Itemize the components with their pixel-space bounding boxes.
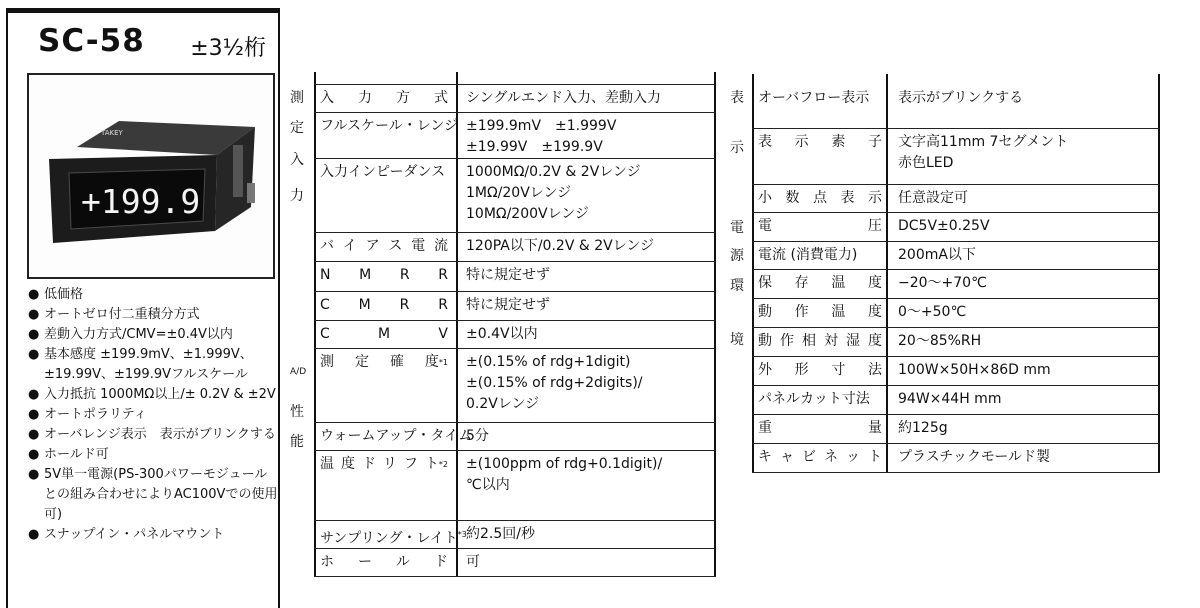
row-divider [752, 212, 1160, 213]
spec-label [758, 331, 882, 352]
spec-value: 文字高11mm 7セグメント [898, 134, 1069, 150]
spec-value: 表示がブリンクする [898, 90, 1024, 106]
spec-value: ±(0.15% of rdg+1digit) [466, 354, 631, 370]
feature-text: スナップイン・パネルマウント [44, 527, 225, 542]
bullet-icon: ● [28, 387, 40, 402]
row-divider [752, 414, 1160, 415]
category-char-measure-input: 定 [290, 120, 304, 136]
spec-value: ±(100ppm of rdg+0.1digit)/ [466, 456, 663, 472]
spec-label-text: ウォームアップ・タイム [320, 428, 473, 444]
category-char-measure-input: 力 [290, 188, 304, 204]
row-divider [752, 241, 1160, 242]
spec-value: 約125g [898, 420, 948, 436]
bullet-icon: ● [28, 287, 40, 302]
row-divider [752, 327, 1160, 328]
spec-label-text: 重 量 [758, 420, 882, 436]
spec-label-text: 電 圧 [758, 218, 882, 234]
spec-label-text: バ イ ア ス 電 流 [320, 238, 448, 254]
feature-text: 差動入力方式/CMV=±0.4V以内 [44, 327, 233, 342]
bullet-icon: ● [28, 467, 40, 482]
spec-label-text: 温 度 ド リ フ ト [320, 456, 439, 472]
feature-text: 基本感度 ±199.9mV、±1.999V、±19.99V、±199.9Vフルスケール [44, 347, 253, 382]
spec-label [758, 188, 882, 209]
spec-value: 94W×44H mm [898, 391, 1002, 407]
category-char-measure-input: 測 [290, 90, 304, 106]
category-char-ad-performance: 能 [290, 434, 304, 450]
spec-label-text: フルスケール・レンジ [320, 118, 459, 134]
spec-label [758, 360, 882, 381]
row-divider [752, 385, 1160, 386]
bullet-icon: ● [28, 527, 40, 542]
bullet-icon: ● [28, 407, 40, 422]
spec-value: 1MΩ/20Vレンジ [466, 185, 572, 201]
feature-text: 5V単一電源(PS-300パワーモジュールとの組み合わせによりAC100Vでの使用可) [44, 467, 278, 522]
feature-text: 入力抵抗 1000MΩ以上/± 0.2V & ±2V [44, 387, 276, 402]
spec-label [758, 302, 882, 323]
row-divider [752, 269, 1160, 270]
spec-label-text: N M R R [320, 267, 448, 283]
spec-label [758, 273, 882, 294]
footnote-mark: *2 [438, 460, 448, 469]
feature-text: オートポラリティ [44, 407, 147, 422]
spec-label [758, 216, 882, 237]
spec-label-text: ホ ー ル ド [320, 554, 448, 570]
footnote-mark: *1 [438, 358, 448, 367]
spec-value: 100W×50H×86D mm [898, 362, 1051, 378]
spec-value: 赤色LED [898, 155, 954, 171]
spec-value: 可 [466, 554, 480, 570]
spec-value: 特に規定せず [466, 297, 550, 313]
category-char-display: 示 [730, 140, 744, 156]
spec-value: 200mA以下 [898, 247, 976, 263]
spec-value: プラスチックモールド製 [898, 449, 1051, 465]
spec-label [758, 418, 882, 439]
category-char-display: 表 [730, 90, 744, 106]
spec-label-text: サンプリング・レイト [320, 530, 458, 547]
category-char-measure-input: 入 [290, 152, 304, 168]
spec-label [758, 245, 882, 266]
spec-value: ℃以内 [466, 477, 510, 493]
category-char-power: 電 [730, 220, 744, 236]
bullet-icon: ● [28, 427, 40, 442]
spec-label-text: 動 作 相 対 湿 度 [758, 333, 882, 349]
bullet-icon: ● [28, 447, 40, 462]
row-divider [752, 128, 1160, 129]
spec-value: ±0.4V以内 [466, 326, 538, 342]
bullet-icon: ● [28, 347, 40, 362]
category-char-environment: 境 [730, 332, 744, 348]
spec-value: 10MΩ/200Vレンジ [466, 206, 589, 222]
spec-label-text: キ ャ ビ ネ ッ ト [758, 449, 882, 465]
spec-label [758, 389, 882, 410]
spec-label [758, 88, 882, 109]
feature-text: ホールド可 [44, 447, 109, 462]
row-divider [752, 472, 1160, 473]
spec-value: 0～+50℃ [898, 304, 967, 320]
category-char-environment: 環 [730, 278, 744, 294]
bullet-icon: ● [28, 307, 40, 322]
spec-value: シングルエンド入力、差動入力 [466, 90, 661, 106]
category-char-ad-performance: A/D [290, 367, 307, 377]
spec-label-text: 測 定 確 度 [320, 354, 439, 370]
spec-label-text: 小 数 点 表 示 [758, 190, 882, 206]
spec-value: 120PA以下/0.2V & 2Vレンジ [466, 238, 655, 254]
spec-label [758, 447, 882, 468]
spec-label-text: 外 形 寸 法 [758, 362, 882, 378]
spec-label-text: 入力インピーダンス [320, 164, 446, 180]
spec-value: 任意設定可 [898, 190, 968, 206]
footnote-mark: *3 [457, 530, 467, 539]
spec-label-text: 入 力 方 式 [320, 90, 448, 106]
spec-value: ±(0.15% of rdg+2digits)/ [466, 375, 643, 391]
spec-label-text: 動 作 温 度 [758, 304, 882, 320]
spec-value: 特に規定せず [466, 267, 550, 283]
row-divider [752, 443, 1160, 444]
bullet-icon: ● [28, 327, 40, 342]
spec-label [758, 132, 882, 153]
spec-label-text: 保 存 温 度 [758, 275, 882, 291]
spec-value: ±199.9mV ±1.999V [466, 118, 617, 134]
row-divider [752, 298, 1160, 299]
meter-readout: +199.9 [81, 182, 201, 221]
category-char-ad-performance: 性 [290, 404, 304, 420]
digits-label: ±3½桁 [190, 36, 266, 61]
spec-value: 0.2Vレンジ [466, 396, 540, 412]
spec-value: −20～+70℃ [898, 275, 987, 291]
row-divider [752, 356, 1160, 357]
brand-label: TAKEY [101, 129, 123, 137]
spec-label-text: C M R R [320, 297, 448, 313]
spec-label-text: オーバフロー表示 [758, 90, 870, 106]
feature-text: 低価格 [44, 287, 84, 302]
spec-value: 5分 [466, 428, 489, 444]
spec-value: DC5V±0.25V [898, 218, 990, 234]
category-char-power: 源 [730, 248, 744, 264]
feature-text: オーバレンジ表示 表示がブリンクする [44, 427, 276, 442]
spec-label-text: パネルカット寸法 [758, 391, 870, 407]
model-name: SC-58 [38, 23, 145, 59]
spec-value: 約2.5回/秒 [466, 526, 535, 542]
row-divider [752, 184, 1160, 185]
spec-value: 1000MΩ/0.2V & 2Vレンジ [466, 164, 641, 180]
spec-value: 20～85%RH [898, 333, 982, 349]
spec-label-text: 表 示 素 子 [758, 134, 882, 150]
spec-value: ±19.99V ±199.9V [466, 139, 603, 155]
spec-label-text: C M V [320, 326, 448, 342]
feature-text: オートゼロ付二重積分方式 [44, 307, 200, 322]
spec-label-text: 電流 (消費電力) [758, 247, 858, 263]
